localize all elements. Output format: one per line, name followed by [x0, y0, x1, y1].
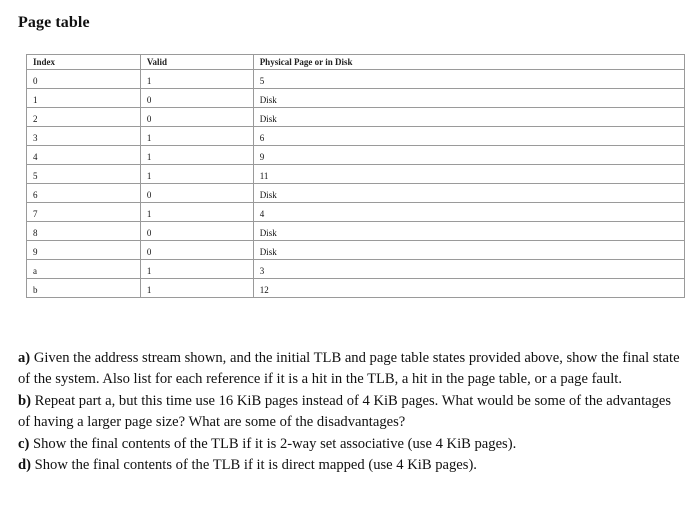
- valid-cell: 0: [140, 222, 253, 241]
- table-row: [27, 260, 685, 279]
- index-cell: 9: [27, 241, 141, 260]
- table-row: [27, 203, 685, 222]
- physical-page-cell: Disk: [253, 89, 684, 108]
- table-row: [27, 127, 685, 146]
- physical-page-cell: Disk: [253, 108, 684, 127]
- valid-cell: 1: [140, 146, 253, 165]
- valid-cell: 1: [140, 260, 253, 279]
- questions-block: [18, 348, 683, 476]
- physical-page-cell: 9: [253, 146, 684, 165]
- question-d: [18, 455, 683, 476]
- page-title: Page table: [18, 14, 90, 31]
- physical-page-cell: Disk: [253, 241, 684, 260]
- valid-cell: 0: [140, 241, 253, 260]
- table-row: [27, 241, 685, 260]
- question-text: Show the final contents of the TLB if it is direct mapped (use 4 KiB pages).: [30, 457, 477, 474]
- physical-page-cell: 5: [253, 70, 684, 89]
- index-cell: 6: [27, 184, 141, 203]
- table-row: [27, 184, 685, 203]
- valid-cell: 0: [140, 184, 253, 203]
- valid-cell: 1: [140, 70, 253, 89]
- question-label: d): [18, 457, 31, 474]
- valid-cell: 1: [140, 203, 253, 222]
- question-label: a): [18, 350, 31, 366]
- column-header-index: Index: [27, 55, 141, 70]
- physical-page-cell: 12: [253, 279, 684, 298]
- physical-page-cell: 11: [253, 165, 684, 184]
- index-cell: 7: [27, 203, 141, 222]
- index-cell: 1: [27, 89, 141, 108]
- valid-cell: 1: [140, 165, 253, 184]
- index-cell: 3: [27, 127, 141, 146]
- table-header-row: [27, 55, 685, 70]
- index-cell: 5: [27, 165, 141, 184]
- column-header-physical-page: Physical Page or in Disk: [253, 55, 684, 70]
- index-cell: a: [27, 260, 141, 279]
- table-row: [27, 165, 685, 184]
- question-b: [18, 391, 683, 434]
- physical-page-cell: Disk: [253, 222, 684, 241]
- index-cell: 8: [27, 222, 141, 241]
- valid-cell: 1: [140, 279, 253, 298]
- table-row: [27, 89, 685, 108]
- question-a: [18, 348, 683, 391]
- index-cell: b: [27, 279, 141, 298]
- index-cell: 2: [27, 108, 141, 127]
- question-text: Given the address stream shown, and the initial TLB and page table states provided above, show the final state of the system. Also list for each reference if it is a hit in the TLB, a hit in the page table, or a page fault.: [18, 350, 680, 388]
- page-table: [26, 54, 685, 298]
- question-label: c): [18, 435, 30, 452]
- table-row: [27, 146, 685, 165]
- physical-page-cell: 4: [253, 203, 684, 222]
- valid-cell: 0: [140, 89, 253, 108]
- table-row: [27, 108, 685, 127]
- table-row: [27, 222, 685, 241]
- table-row: [27, 70, 685, 89]
- table-row: [27, 279, 685, 298]
- physical-page-cell: Disk: [253, 184, 684, 203]
- question-label: b): [18, 392, 31, 409]
- valid-cell: 1: [140, 127, 253, 146]
- question-text: Repeat part a, but this time use 16 KiB pages instead of 4 KiB pages. What would be some of the advantages of having a larger page size? What are some of the disadvantages?: [18, 392, 672, 431]
- column-header-valid: Valid: [140, 55, 253, 70]
- question-text: Show the final contents of the TLB if it is 2-way set associative (use 4 KiB pages).: [29, 435, 517, 452]
- question-c: [18, 434, 683, 455]
- index-cell: 4: [27, 146, 141, 165]
- index-cell: 0: [27, 70, 141, 89]
- valid-cell: 0: [140, 108, 253, 127]
- physical-page-cell: 6: [253, 127, 684, 146]
- physical-page-cell: 3: [253, 260, 684, 279]
